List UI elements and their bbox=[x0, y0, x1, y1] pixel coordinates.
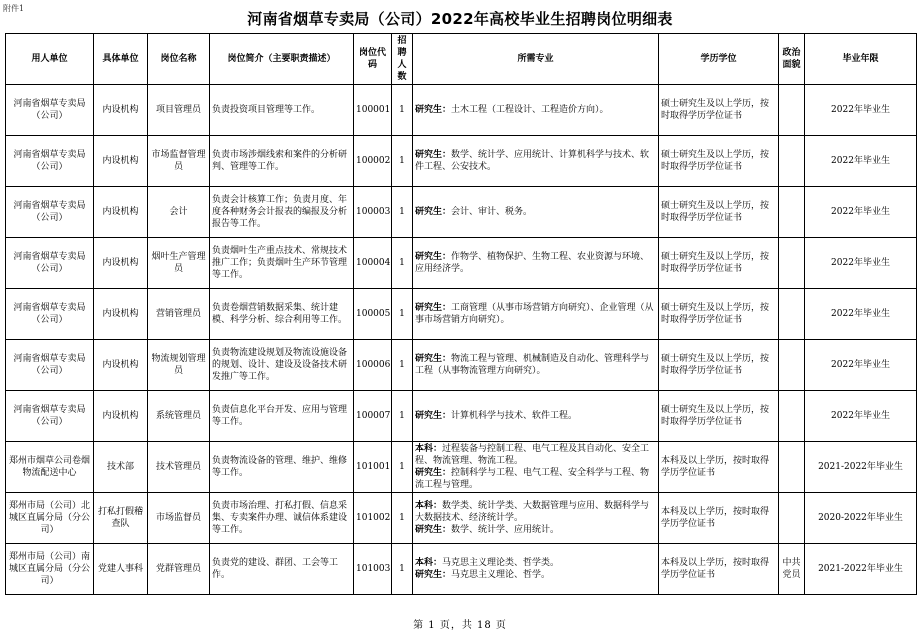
major-list: 控制科学与工程、电气工程、安全科学与工程、物流工程与管理。 bbox=[415, 468, 650, 490]
major-level-label: 研究生： bbox=[415, 150, 452, 160]
table-row bbox=[6, 289, 917, 340]
cell-intro: 负责市场治理、打私打假、信息采集、专卖案件办理、诚信体系建设等工作。 bbox=[210, 493, 354, 544]
cell-degree: 硕士研究生及以上学历，按时取得学历学位证书 bbox=[659, 187, 779, 238]
cell-employer: 河南省烟草专卖局（公司） bbox=[6, 340, 94, 391]
page-title: 河南省烟草专卖局（公司）2022年高校毕业生招聘岗位明细表 bbox=[247, 10, 673, 28]
header-degree: 学历学位 bbox=[659, 34, 779, 85]
cell-position: 市场监督管理员 bbox=[148, 136, 210, 187]
cell-code: 100005 bbox=[354, 289, 392, 340]
cell-major bbox=[413, 391, 659, 442]
cell-degree: 硕士研究生及以上学历，按时取得学历学位证书 bbox=[659, 136, 779, 187]
cell-position: 项目管理员 bbox=[148, 85, 210, 136]
table-row bbox=[6, 340, 917, 391]
cell-intro: 负责市场涉烟线索和案件的分析研判、管理等工作。 bbox=[210, 136, 354, 187]
major-list: 过程装备与控制工程、电气工程及其自动化、安全工程、物流管理、物流工程。 bbox=[415, 444, 650, 466]
cell-year: 2021-2022年毕业生 bbox=[805, 544, 917, 595]
cell-employer: 河南省烟草专卖局（公司） bbox=[6, 187, 94, 238]
cell-employer: 河南省烟草专卖局（公司） bbox=[6, 391, 94, 442]
cell-code: 100006 bbox=[354, 340, 392, 391]
cell-code: 100001 bbox=[354, 85, 392, 136]
header-unit: 具体单位 bbox=[94, 34, 148, 85]
cell-count: 1 bbox=[392, 289, 413, 340]
cell-count: 1 bbox=[392, 544, 413, 595]
cell-code: 100004 bbox=[354, 238, 392, 289]
major-level-label: 研究生： bbox=[415, 570, 452, 580]
cell-count: 1 bbox=[392, 391, 413, 442]
table-row bbox=[6, 85, 917, 136]
cell-major bbox=[413, 289, 659, 340]
major-list: 作物学、植物保护、生物工程、农业资源与环境、应用经济学。 bbox=[415, 252, 650, 274]
major-list: 会计、审计、税务。 bbox=[451, 207, 533, 217]
major-list: 物流工程与管理、机械制造及自动化、管理科学与工程（从事物流管理方向研究）。 bbox=[415, 354, 650, 376]
cell-unit: 技术部 bbox=[94, 442, 148, 493]
major-list: 数学、统计学、应用统计。 bbox=[451, 525, 560, 535]
cell-degree: 硕士研究生及以上学历，按时取得学历学位证书 bbox=[659, 391, 779, 442]
cell-position: 会计 bbox=[148, 187, 210, 238]
cell-intro: 负责党的建设、群团、工会等工作。 bbox=[210, 544, 354, 595]
cell-year: 2022年毕业生 bbox=[805, 238, 917, 289]
cell-unit: 党建人事科 bbox=[94, 544, 148, 595]
table-row bbox=[6, 187, 917, 238]
major-level-label: 本科： bbox=[415, 501, 443, 511]
cell-unit: 内设机构 bbox=[94, 289, 148, 340]
major-level-label: 研究生： bbox=[415, 354, 452, 364]
table-row bbox=[6, 544, 917, 595]
cell-employer: 郑州市烟草公司卷烟物流配送中心 bbox=[6, 442, 94, 493]
cell-politics bbox=[779, 340, 805, 391]
cell-intro: 负责信息化平台开发、应用与管理等工作。 bbox=[210, 391, 354, 442]
cell-year: 2022年毕业生 bbox=[805, 289, 917, 340]
cell-politics bbox=[779, 442, 805, 493]
cell-position: 烟叶生产管理员 bbox=[148, 238, 210, 289]
cell-unit: 内设机构 bbox=[94, 136, 148, 187]
cell-year: 2022年毕业生 bbox=[805, 340, 917, 391]
cell-major bbox=[413, 442, 659, 493]
major-level-label: 研究生： bbox=[415, 411, 452, 421]
cell-year: 2020-2022年毕业生 bbox=[805, 493, 917, 544]
cell-unit: 内设机构 bbox=[94, 340, 148, 391]
cell-position: 物流规划管理员 bbox=[148, 340, 210, 391]
cell-intro: 负责物流建设规划及物流设施设备的规划、设计、建设及设备技术研发推广等工作。 bbox=[210, 340, 354, 391]
table-row bbox=[6, 238, 917, 289]
major-level-label: 研究生： bbox=[415, 303, 452, 313]
table-row bbox=[6, 493, 917, 544]
cell-count: 1 bbox=[392, 85, 413, 136]
cell-unit: 内设机构 bbox=[94, 391, 148, 442]
cell-intro: 负责物流设备的管理、维护、维修等工作。 bbox=[210, 442, 354, 493]
major-level-label: 研究生： bbox=[415, 105, 452, 115]
header-row bbox=[6, 34, 917, 85]
cell-major bbox=[413, 544, 659, 595]
major-level-label: 本科： bbox=[415, 444, 443, 454]
header-intro: 岗位简介（主要职责描述） bbox=[210, 34, 354, 85]
cell-position: 营销管理员 bbox=[148, 289, 210, 340]
cell-year: 2021-2022年毕业生 bbox=[805, 442, 917, 493]
cell-position: 党群管理员 bbox=[148, 544, 210, 595]
cell-count: 1 bbox=[392, 238, 413, 289]
header-year: 毕业年限 bbox=[805, 34, 917, 85]
cell-year: 2022年毕业生 bbox=[805, 187, 917, 238]
cell-employer: 河南省烟草专卖局（公司） bbox=[6, 238, 94, 289]
cell-unit: 内设机构 bbox=[94, 85, 148, 136]
major-level-label: 研究生： bbox=[415, 468, 452, 478]
cell-code: 101003 bbox=[354, 544, 392, 595]
cell-code: 101001 bbox=[354, 442, 392, 493]
cell-politics bbox=[779, 289, 805, 340]
cell-employer: 河南省烟草专卖局（公司） bbox=[6, 85, 94, 136]
cell-unit: 内设机构 bbox=[94, 238, 148, 289]
cell-major bbox=[413, 85, 659, 136]
major-level-label: 研究生： bbox=[415, 207, 452, 217]
cell-degree: 本科及以上学历，按时取得学历学位证书 bbox=[659, 544, 779, 595]
cell-unit: 打私打假稽查队 bbox=[94, 493, 148, 544]
cell-count: 1 bbox=[392, 136, 413, 187]
cell-count: 1 bbox=[392, 187, 413, 238]
cell-count: 1 bbox=[392, 493, 413, 544]
cell-count: 1 bbox=[392, 442, 413, 493]
cell-position: 系统管理员 bbox=[148, 391, 210, 442]
cell-employer: 河南省烟草专卖局（公司） bbox=[6, 289, 94, 340]
cell-degree: 本科及以上学历，按时取得学历学位证书 bbox=[659, 493, 779, 544]
cell-count: 1 bbox=[392, 340, 413, 391]
cell-employer: 河南省烟草专卖局（公司） bbox=[6, 136, 94, 187]
cell-politics bbox=[779, 85, 805, 136]
major-list: 土木工程（工程设计、工程造价方向）。 bbox=[451, 105, 609, 115]
cell-politics bbox=[779, 187, 805, 238]
cell-degree: 硕士研究生及以上学历，按时取得学历学位证书 bbox=[659, 289, 779, 340]
cell-degree: 硕士研究生及以上学历，按时取得学历学位证书 bbox=[659, 340, 779, 391]
major-level-label: 研究生： bbox=[415, 252, 452, 262]
cell-employer: 郑州市局（公司）南城区直属分局（分公司） bbox=[6, 544, 94, 595]
cell-unit: 内设机构 bbox=[94, 187, 148, 238]
cell-year: 2022年毕业生 bbox=[805, 85, 917, 136]
header-count: 招聘人数 bbox=[392, 34, 413, 85]
page-footer: 第 1 页，共 18 页 bbox=[413, 620, 507, 631]
table-row bbox=[6, 391, 917, 442]
cell-major bbox=[413, 238, 659, 289]
major-list: 马克思主义理论类、哲学类。 bbox=[442, 558, 560, 568]
cell-degree: 硕士研究生及以上学历，按时取得学历学位证书 bbox=[659, 85, 779, 136]
cell-major bbox=[413, 136, 659, 187]
cell-major bbox=[413, 187, 659, 238]
cell-intro: 负责会计核算工作；负责月度、年度各种财务会计报表的编报及分析报告等工作。 bbox=[210, 187, 354, 238]
cell-employer: 郑州市局（公司）北城区直属分局（分公司） bbox=[6, 493, 94, 544]
cell-code: 101002 bbox=[354, 493, 392, 544]
major-list: 数学、统计学、应用统计、计算机科学与技术、软件工程、公安技术。 bbox=[415, 150, 650, 172]
major-list: 马克思主义理论、哲学。 bbox=[451, 570, 551, 580]
attachment-mark: 附件1 bbox=[3, 4, 25, 13]
header-position: 岗位名称 bbox=[148, 34, 210, 85]
cell-intro: 负责卷烟营销数据采集、统计建模、科学分析、综合利用等工作。 bbox=[210, 289, 354, 340]
major-list: 工商管理（从事市场营销方向研究）、企业管理（从事市场营销方向研究）。 bbox=[415, 303, 654, 325]
table-row bbox=[6, 136, 917, 187]
cell-politics bbox=[779, 493, 805, 544]
major-list: 数学类、统计学类、大数据管理与应用、数据科学与大数据技术、经济统计学。 bbox=[415, 501, 650, 523]
cell-intro: 负责烟叶生产重点技术、常规技术推广工作；负责烟叶生产环节管理等工作。 bbox=[210, 238, 354, 289]
major-list: 计算机科学与技术、软件工程。 bbox=[451, 411, 578, 421]
cell-politics: 中共党员 bbox=[779, 544, 805, 595]
cell-code: 100002 bbox=[354, 136, 392, 187]
cell-year: 2022年毕业生 bbox=[805, 136, 917, 187]
cell-code: 100007 bbox=[354, 391, 392, 442]
cell-intro: 负责投资项目管理等工作。 bbox=[210, 85, 354, 136]
cell-politics bbox=[779, 136, 805, 187]
major-level-label: 研究生： bbox=[415, 525, 452, 535]
major-level-label: 本科： bbox=[415, 558, 443, 568]
cell-code: 100003 bbox=[354, 187, 392, 238]
cell-degree: 硕士研究生及以上学历，按时取得学历学位证书 bbox=[659, 238, 779, 289]
cell-politics bbox=[779, 238, 805, 289]
cell-position: 技术管理员 bbox=[148, 442, 210, 493]
positions-table bbox=[5, 33, 917, 595]
table-row bbox=[6, 442, 917, 493]
header-employer: 用人单位 bbox=[6, 34, 94, 85]
cell-politics bbox=[779, 391, 805, 442]
cell-position: 市场监督员 bbox=[148, 493, 210, 544]
header-politics: 政治面貌 bbox=[779, 34, 805, 85]
cell-major bbox=[413, 340, 659, 391]
cell-degree: 本科及以上学历，按时取得学历学位证书 bbox=[659, 442, 779, 493]
header-major: 所需专业 bbox=[413, 34, 659, 85]
cell-major bbox=[413, 493, 659, 544]
header-code: 岗位代码 bbox=[354, 34, 392, 85]
cell-year: 2022年毕业生 bbox=[805, 391, 917, 442]
